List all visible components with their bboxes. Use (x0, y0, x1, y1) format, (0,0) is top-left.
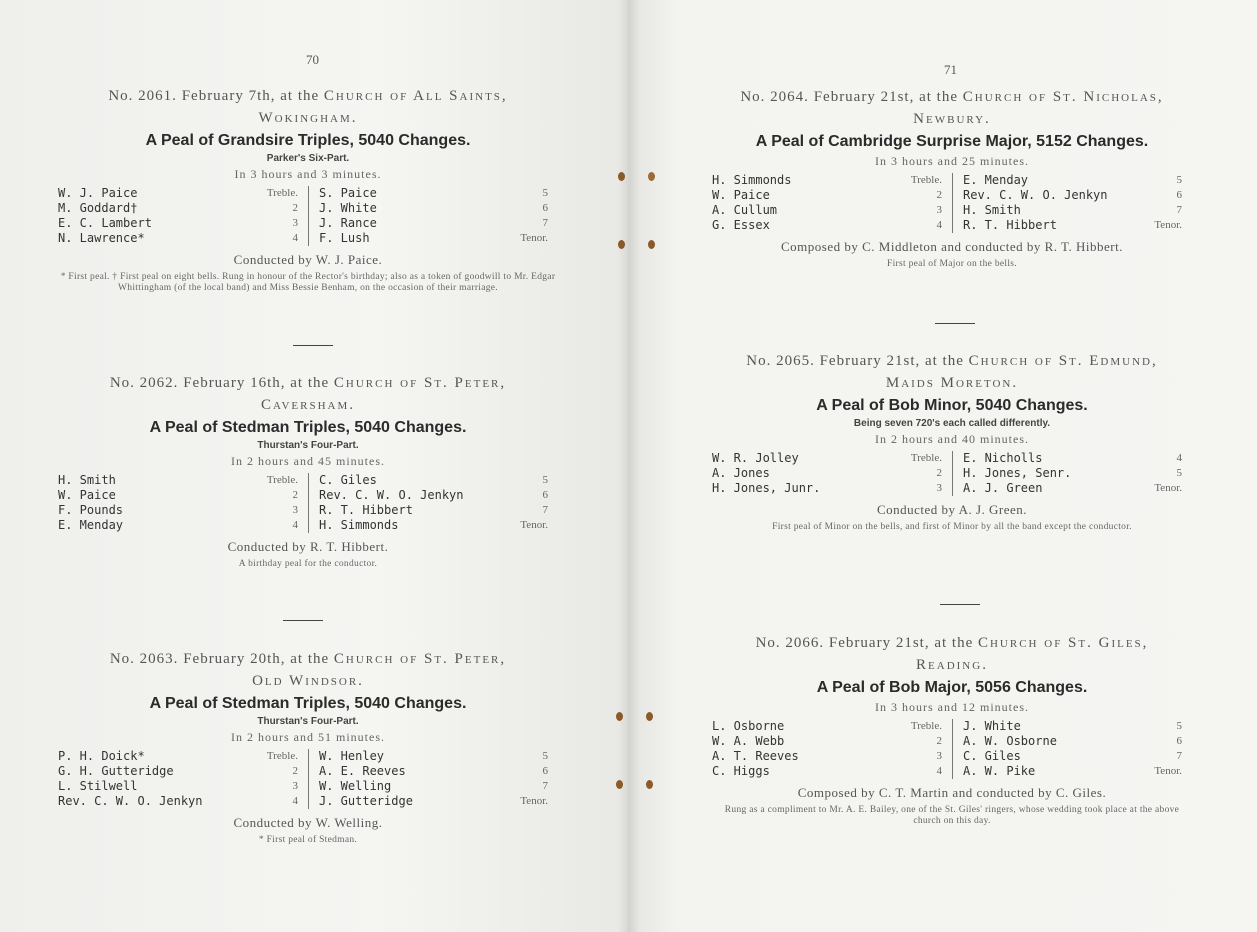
ringer-row: W. Paice 2 (712, 188, 942, 202)
book-gutter (618, 0, 640, 932)
ringer-row: H. Jones, Junr. 3 (712, 481, 942, 495)
ringer-row: M. Goddard† 2 (58, 201, 298, 215)
peal-duration: In 2 hours and 51 minutes. (231, 730, 385, 744)
conductor-line: Conducted by R. T. Hibbert. (227, 539, 389, 554)
church-name: Church of St. Giles, (977, 635, 1149, 651)
ringers-left (58, 749, 308, 809)
conductor-line: Conducted by A. J. Green. (876, 502, 1028, 517)
peal-title: A Peal of Bob Major, 5056 Changes. (816, 679, 1088, 696)
peal-date: February 20th, at the (183, 651, 330, 667)
peal-date: February 21st, at the (819, 353, 964, 369)
ringer-row: A. T. Reeves 3 (712, 749, 942, 763)
peal-date: February 16th, at the (183, 375, 330, 391)
ringers-table (712, 451, 1192, 496)
ringer-row: C. Giles 5 (319, 473, 548, 487)
ringer-row: R. T. Hibbert 7 (319, 503, 548, 517)
ringer-row: S. Paice 5 (319, 186, 548, 200)
ringer-row: H. Simmonds Treble. (712, 173, 942, 187)
peal-duration: In 3 hours and 25 minutes. (875, 154, 1029, 168)
church-name: Church of St. Peter, (333, 651, 507, 667)
peal-duration: In 3 hours and 12 minutes. (875, 700, 1029, 714)
peal-title: A Peal of Grandsire Triples, 5040 Changes. (145, 132, 471, 149)
peal-title: A Peal of Stedman Triples, 5040 Changes. (149, 419, 467, 436)
conductor-line: Composed by C. Middleton and conducted by R. T. Hibbert. (780, 239, 1123, 254)
ringers-table (58, 473, 558, 533)
ringer-row: A. Cullum 3 (712, 203, 942, 217)
place-name: Caversham. (260, 397, 356, 413)
place-name: Wokingham. (258, 110, 358, 126)
ringer-row: W. A. Webb 2 (712, 734, 942, 748)
ringer-row: E. C. Lambert 3 (58, 216, 298, 230)
ringer-row: J. Rance 7 (319, 216, 548, 230)
ringer-row: W. Welling 7 (319, 779, 548, 793)
section-divider (293, 345, 333, 346)
place-name: Maids Moreton. (885, 375, 1019, 391)
ringer-row: E. Menday 4 (58, 518, 298, 532)
church-name: Church of St. Nicholas, (962, 89, 1164, 105)
conductor-line: Conducted by W. J. Paice. (233, 252, 383, 267)
ringer-row: C. Giles 7 (963, 749, 1182, 763)
ringers-right (952, 719, 1192, 779)
ringers-left (712, 719, 952, 779)
peal-duration: In 2 hours and 45 minutes. (231, 454, 385, 468)
footnote: First peal of Major on the bells. (887, 259, 1017, 269)
ringer-row: A. W. Osborne 6 (963, 734, 1182, 748)
ringers-left (712, 173, 952, 233)
ringer-row: F. Lush Tenor. (319, 231, 548, 245)
peal-subtitle: Thurstan's Four-Part. (257, 440, 359, 451)
footnote: A birthday peal for the conductor. (238, 559, 378, 569)
binding-hole (648, 240, 655, 249)
peal-entry (712, 86, 1192, 270)
ringer-row: N. Lawrence* 4 (58, 231, 298, 245)
peal-date: February 7th, at the (181, 88, 320, 104)
footnote: Rung as a compliment to Mr. A. E. Bailey, one of the St. Giles' ringers, whose wedding took place at the above church on this day. (724, 805, 1180, 826)
ringers-left (58, 473, 308, 533)
binding-hole (616, 780, 623, 789)
ringer-row: H. Simmonds Tenor. (319, 518, 548, 532)
ringers-right (308, 749, 558, 809)
church-name: Church of St. Edmund, (968, 353, 1158, 369)
section-divider (940, 604, 980, 605)
ringer-row: W. J. Paice Treble. (58, 186, 298, 200)
ringers-right (308, 186, 558, 246)
peal-number: No. 2064. (740, 89, 809, 105)
church-name: Church of St. Peter, (333, 375, 507, 391)
ringer-row: H. Smith 7 (963, 203, 1182, 217)
binding-hole (648, 172, 655, 181)
peal-date: February 21st, at the (828, 635, 974, 651)
ringers-table (58, 749, 558, 809)
ringer-row: J. White 5 (963, 719, 1182, 733)
ringer-row: J. White 6 (319, 201, 548, 215)
peal-date: February 21st, at the (813, 89, 958, 105)
entry-heading (58, 85, 558, 129)
place-name: Newbury. (913, 111, 991, 127)
entry-heading (712, 86, 1192, 130)
ringers-right (952, 173, 1192, 233)
peal-entry (712, 632, 1192, 827)
ringer-row: H. Jones, Senr. 5 (963, 466, 1182, 480)
peal-entry (712, 350, 1192, 533)
ringer-row: Rev. C. W. O. Jenkyn 6 (319, 488, 548, 502)
peal-duration: In 2 hours and 40 minutes. (875, 432, 1029, 446)
section-divider (935, 323, 975, 324)
peal-number: No. 2063. (109, 651, 179, 667)
peal-subtitle: Parker's Six-Part. (266, 153, 350, 164)
ringers-table (58, 186, 558, 246)
ringer-row: E. Nicholls 4 (963, 451, 1182, 465)
entry-heading (712, 350, 1192, 394)
footnote: First peal of Minor on the bells, and first of Minor by all the band except the conductor. (772, 522, 1132, 532)
ringer-row: H. Smith Treble. (58, 473, 298, 487)
peal-duration: In 3 hours and 3 minutes. (234, 167, 382, 181)
footnote: * First peal of Stedman. (258, 835, 358, 845)
peal-title: A Peal of Stedman Triples, 5040 Changes. (149, 695, 467, 712)
peal-entry (58, 85, 558, 294)
binding-hole (618, 240, 625, 249)
ringers-left (58, 186, 308, 246)
peal-number: No. 2065. (746, 353, 815, 369)
binding-hole (618, 172, 625, 181)
ringer-row: A. J. Green Tenor. (963, 481, 1182, 495)
ringer-row: A. W. Pike Tenor. (963, 764, 1182, 778)
ringer-row: F. Pounds 3 (58, 503, 298, 517)
peal-subtitle: Being seven 720's each called differently. (853, 418, 1051, 429)
peal-title: A Peal of Bob Minor, 5040 Changes. (816, 397, 1088, 414)
binding-hole (646, 780, 653, 789)
peal-entry (58, 648, 558, 846)
ringers-left (712, 451, 952, 496)
page-number: 70 (306, 52, 319, 67)
peal-number: No. 2061. (108, 88, 177, 104)
binding-hole (646, 712, 653, 721)
ringers-table (712, 173, 1192, 233)
footnote: * First peal. † First peal on eight bells. Rung in honour of the Rector's birthday; also as a token of goodwill to Mr. Edgar Whittingham (of the local band) and Miss Bessie Benham, on the occasion of their marriage. (60, 272, 556, 293)
ringers-table (712, 719, 1192, 779)
ringer-row: Rev. C. W. O. Jenkyn 4 (58, 794, 298, 808)
ringer-row: R. T. Hibbert Tenor. (963, 218, 1182, 232)
conductor-line: Conducted by W. Welling. (233, 815, 383, 830)
ringer-row: J. Gutteridge Tenor. (319, 794, 548, 808)
entry-heading (58, 648, 558, 692)
peal-number: No. 2066. (755, 635, 825, 651)
ringer-row: G. H. Gutteridge 2 (58, 764, 298, 778)
conductor-line: Composed by C. T. Martin and conducted by C. Giles. (797, 785, 1107, 800)
ringer-row: L. Stilwell 3 (58, 779, 298, 793)
ringer-row: C. Higgs 4 (712, 764, 942, 778)
ringer-row: W. Paice 2 (58, 488, 298, 502)
ringer-row: W. R. Jolley Treble. (712, 451, 942, 465)
ringers-right (952, 451, 1192, 496)
place-name: Reading. (916, 657, 988, 673)
ringers-right (308, 473, 558, 533)
church-name: Church of All Saints, (323, 88, 508, 104)
section-divider (283, 620, 323, 621)
ringer-row: A. Jones 2 (712, 466, 942, 480)
ringer-row: E. Menday 5 (963, 173, 1182, 187)
entry-heading (58, 372, 558, 416)
peal-entry (58, 372, 558, 570)
peal-number: No. 2062. (109, 375, 179, 391)
ringer-row: G. Essex 4 (712, 218, 942, 232)
page-number: 71 (944, 62, 957, 77)
place-name: Old Windsor. (252, 673, 364, 689)
entry-heading (712, 632, 1192, 676)
ringer-row: W. Henley 5 (319, 749, 548, 763)
ringer-row: Rev. C. W. O. Jenkyn 6 (963, 188, 1182, 202)
ringer-row: A. E. Reeves 6 (319, 764, 548, 778)
peal-title: A Peal of Cambridge Surprise Major, 5152 Changes. (755, 133, 1149, 150)
peal-subtitle: Thurstan's Four-Part. (257, 716, 359, 727)
binding-hole (616, 712, 623, 721)
ringer-row: L. Osborne Treble. (712, 719, 942, 733)
ringer-row: P. H. Doick* Treble. (58, 749, 298, 763)
